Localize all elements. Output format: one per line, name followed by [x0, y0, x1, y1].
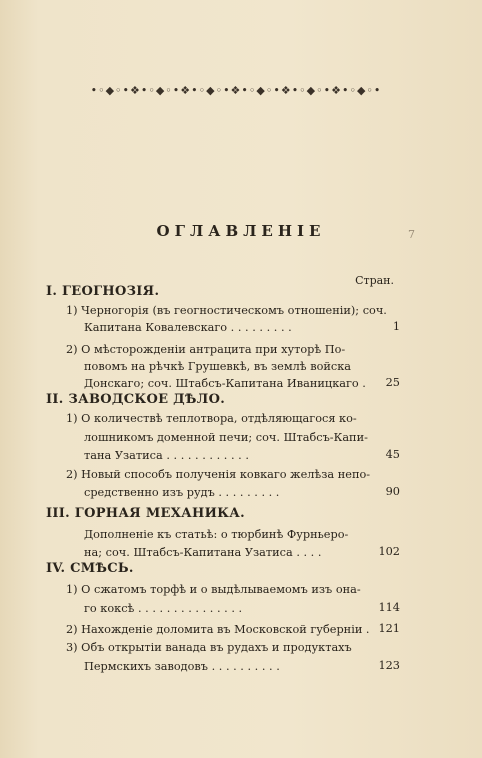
page-number: 102 — [378, 545, 400, 558]
section-heading: I. ГЕОГНОЗІЯ. — [46, 284, 160, 299]
toc-line: Капитана Ковалевскаго . . . . . . . . . — [84, 321, 292, 334]
page-number: 1 — [392, 320, 400, 333]
margin-mark: 7 — [408, 228, 415, 241]
toc-line: 1) О количествѣ теплотвора, отдѣляющагося ко- — [66, 412, 357, 425]
section-heading: III. ГОРНАЯ МЕХАНИКА. — [46, 506, 246, 521]
toc-line: 2) Нахожденіе доломита въ Московской губерніи . — [66, 623, 370, 636]
toc-line: го коксѣ . . . . . . . . . . . . . . . — [84, 602, 243, 615]
toc-line: тана Узатиса . . . . . . . . . . . . — [84, 449, 249, 462]
toc-line: Донскаго; соч. Штабсъ-Капитана Иваницкаго . — [84, 377, 366, 390]
toc-line: Дополненіе къ статьѣ: о тюрбинѣ Фурньеро- — [84, 528, 349, 541]
page-number: 90 — [385, 485, 400, 498]
page-column-label: Стран. — [355, 274, 394, 287]
section-heading: II. ЗАВОДСКОЕ ДѢЛО. — [46, 392, 226, 407]
page-number: 114 — [378, 601, 400, 614]
toc-line: повомъ на рѣчкѣ Грушевкѣ, въ землѣ войска — [84, 360, 352, 373]
page-title: ОГЛАВЛЕНІЕ — [156, 222, 326, 240]
page-number: 45 — [385, 448, 400, 461]
section-heading: IV. СМѢСЬ. — [46, 561, 134, 576]
toc-line: на; соч. Штабсъ-Капитана Узатиса . . . . — [84, 546, 322, 559]
toc-line: 1) Черногорія (въ геогностическомъ отношеніи); соч. — [66, 304, 387, 317]
toc-line: 3) Объ открытіи ванада въ рудахъ и продуктахъ — [66, 641, 352, 654]
page-number: 123 — [378, 659, 400, 672]
page-number: 121 — [378, 622, 400, 635]
toc-line: лошникомъ доменной печи; соч. Штабсъ-Капи- — [84, 431, 368, 444]
toc-line: 2) О мѣсторожденіи антрацита при хуторѣ По- — [66, 343, 346, 356]
ornamental-border: •◦◆◦•❖•◦◆◦•❖•◦◆◦•❖•◦◆◦•❖•◦◆◦•❖•◦◆◦• — [90, 84, 382, 97]
toc-line: средственно изъ рудъ . . . . . . . . . — [84, 486, 280, 499]
toc-line: 2) Новый способъ полученія ковкаго желѣза непо- — [66, 468, 371, 481]
toc-line: 1) О сжатомъ торфѣ и о выдѣлываемомъ изъ она- — [66, 583, 361, 596]
toc-line: Пермскихъ заводовъ . . . . . . . . . . — [84, 660, 280, 673]
page-number: 25 — [385, 376, 400, 389]
